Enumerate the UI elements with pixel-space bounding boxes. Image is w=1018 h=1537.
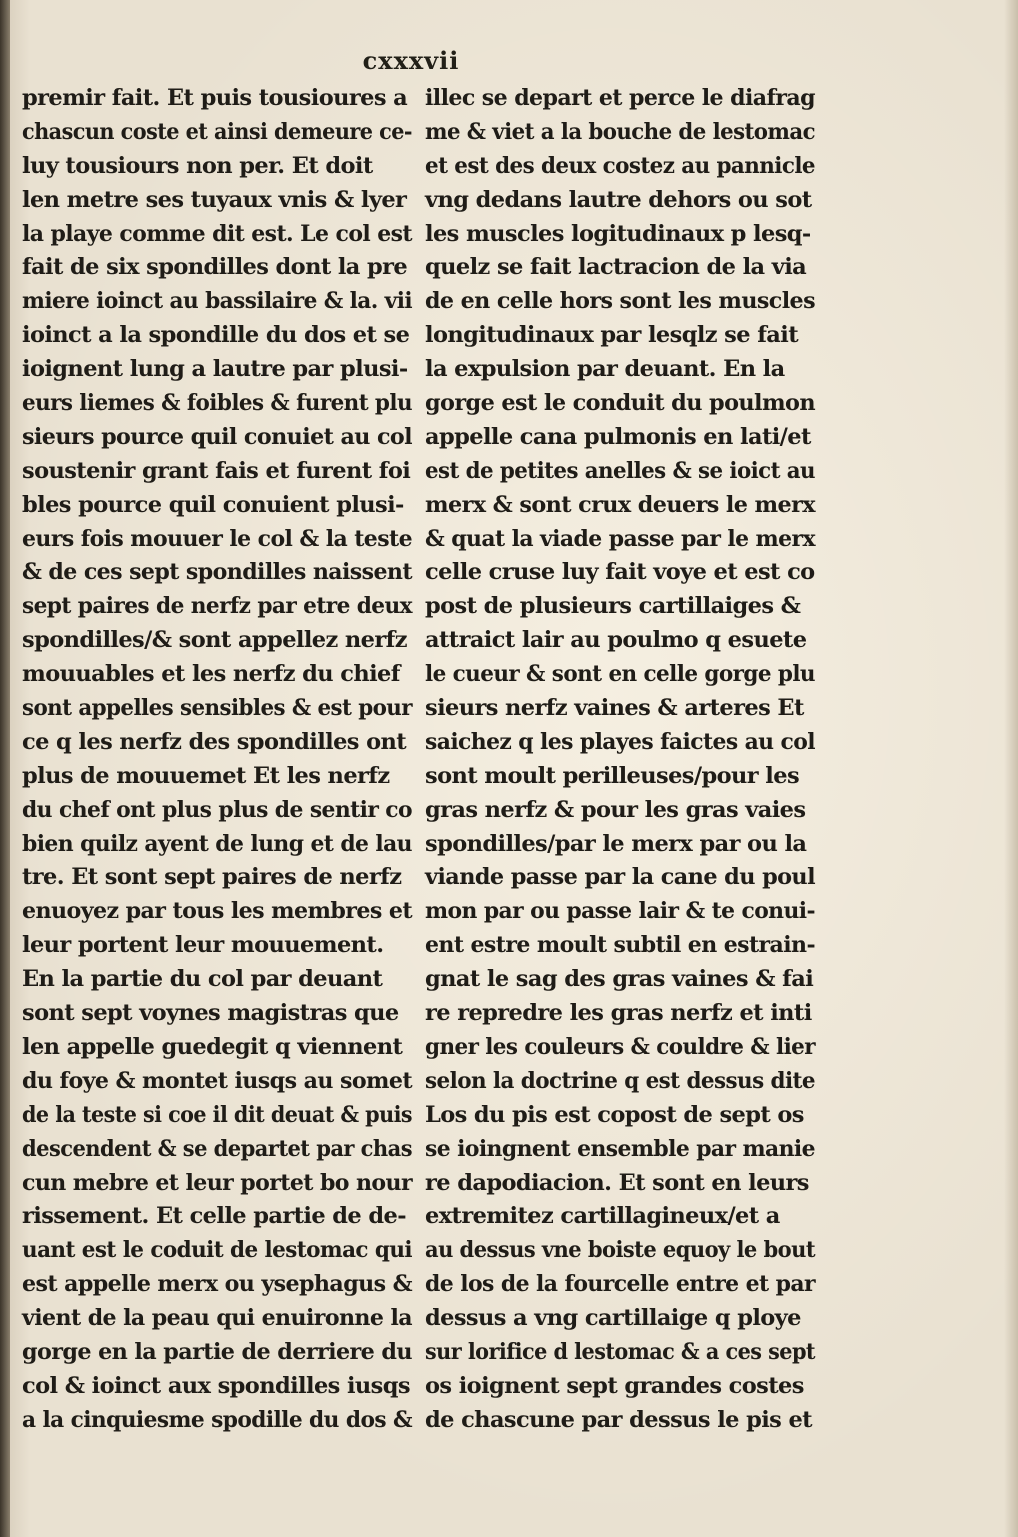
text-line: la playe comme dit est. Le col est — [22, 220, 412, 247]
text-line: mouuables et les nerfz du chief — [22, 661, 400, 688]
text-line: re dapodiacion. Et sont en leurs — [425, 1169, 809, 1196]
text-line: vng dedans lautre dehors ou sot — [425, 186, 812, 213]
text-line: longitudinaux par lesqlz se fait — [425, 322, 799, 349]
text-line: sont sept voynes magistras que — [22, 1000, 399, 1027]
text-line: bien quilz ayent de lung et de lau — [22, 830, 412, 857]
text-line: se ioingnent ensemble par manie — [425, 1135, 815, 1162]
text-line: eurs fois mouuer le col & la teste — [22, 525, 412, 552]
text-line: attraict lair au poulmo q esuete — [425, 627, 807, 654]
text-line: sept paires de nerfz par etre deux — [22, 593, 412, 620]
text-line: au dessus vne boiste equoy le bout — [425, 1237, 815, 1264]
text-line: est de petites anelles & se ioict au — [425, 457, 815, 484]
text-line: les muscles logitudinaux p lesq- — [425, 220, 811, 247]
text-line: a la cinquiesme spodille du dos & — [22, 1406, 412, 1433]
text-line: miere ioinct au bassilaire & la. vii — [22, 288, 412, 315]
text-line: et est des deux costez au pannicle — [425, 152, 815, 179]
text-line: du foye & montet iusqs au somet — [22, 1067, 412, 1094]
text-line: tre. Et sont sept paires de nerfz — [22, 864, 402, 891]
text-line: du chef ont plus plus de sentir co — [22, 796, 412, 823]
text-line: re repredre les gras nerfz et inti — [425, 1000, 812, 1027]
text-line: vient de la peau qui enuironne la — [22, 1305, 412, 1332]
text-line: spondilles/& sont appellez nerfz — [22, 627, 407, 654]
text-column-left — [22, 82, 412, 1438]
text-line: & quat la viade passe par le merx — [425, 525, 815, 552]
text-line: len appelle guedegit q viennent — [22, 1033, 403, 1060]
text-line: appelle cana pulmonis en lati/et — [425, 423, 811, 450]
text-line: quelz se fait lactracion de la via — [425, 254, 807, 281]
text-line: gner les couleurs & couldre & lier — [425, 1033, 815, 1060]
text-line: rissement. Et celle partie de de- — [22, 1203, 406, 1230]
text-line: de la teste si coe il dit deuat & puis — [22, 1101, 412, 1128]
text-column-right — [425, 82, 815, 1438]
text-line: sur lorifice d lestomac & a ces sept — [425, 1338, 815, 1365]
text-line: de los de la fourcelle entre et par — [425, 1271, 815, 1298]
text-line: est appelle merx ou ysephagus & — [22, 1271, 412, 1298]
text-line: merx & sont crux deuers le merx — [425, 491, 815, 518]
text-line: ent estre moult subtil en estrain- — [425, 932, 815, 959]
text-line: gnat le sag des gras vaines & fai — [425, 966, 814, 993]
text-line: ioignent lung a lautre par plusi- — [22, 356, 408, 383]
text-line: eurs liemes & foibles & furent plu — [22, 390, 412, 417]
text-line: gorge en la partie de derriere du — [22, 1338, 412, 1365]
text-line: la expulsion par deuant. En la — [425, 356, 785, 383]
text-line: enuoyez par tous les membres et — [22, 898, 412, 925]
text-line: soustenir grant fais et furent foi — [22, 457, 411, 484]
text-line: chascun coste et ainsi demeure ce- — [22, 118, 412, 145]
text-line: gorge est le conduit du poulmon — [425, 390, 815, 417]
text-line: extremitez cartillagineux/et a — [425, 1203, 780, 1230]
text-line: de en celle hors sont les muscles — [425, 288, 815, 315]
text-line: viande passe par la cane du poul — [425, 864, 815, 891]
text-line: plus de mouuemet Et les nerfz — [22, 762, 390, 789]
text-line: col & ioinct aux spondilles iusqs — [22, 1372, 410, 1399]
text-line: ce q les nerfz des spondilles ont — [22, 728, 407, 755]
text-line: cun mebre et leur portet bo nour — [22, 1169, 412, 1196]
text-line: leur portent leur mouuement. — [22, 932, 384, 959]
text-line: gras nerfz & pour les gras vaies — [425, 796, 806, 823]
text-line: uant est le coduit de lestomac qui — [22, 1237, 412, 1264]
text-line: mon par ou passe lair & te conui- — [425, 898, 815, 925]
text-line: me & viet a la bouche de lestomac — [425, 118, 815, 145]
text-line: post de plusieurs cartillaiges & — [425, 593, 801, 620]
text-line: ioinct a la spondille du dos et se — [22, 322, 410, 349]
text-line: selon la doctrine q est dessus dite — [425, 1067, 815, 1094]
book-binding-edge — [0, 0, 10, 1537]
text-line: saichez q les playes faictes au col — [425, 728, 815, 755]
page-edge-shadow — [1004, 0, 1018, 1537]
text-line: spondilles/par le merx par ou la — [425, 830, 807, 857]
text-line: de chascune par dessus le pis et — [425, 1406, 812, 1433]
text-line: En la partie du col par deuant — [22, 966, 383, 993]
text-line: luy tousiours non per. Et doit — [22, 152, 373, 179]
text-line: len metre ses tuyaux vnis & lyer — [22, 186, 407, 213]
text-line: le cueur & sont en celle gorge plu — [425, 661, 815, 688]
text-line: dessus a vng cartillaige q ploye — [425, 1305, 801, 1332]
text-line: celle cruse luy fait voye et est co — [425, 559, 815, 586]
text-line: fait de six spondilles dont la pre — [22, 254, 408, 281]
text-line: sont moult perilleuses/pour les — [425, 762, 800, 789]
text-line: sieurs nerfz vaines & arteres Et — [425, 695, 804, 722]
text-line: os ioignent sept grandes costes — [425, 1372, 804, 1399]
text-line: illec se depart et perce le diafrag — [425, 85, 815, 111]
text-line: descendent & se departet par chas — [22, 1135, 412, 1162]
text-line: Los du pis est copost de sept os — [425, 1101, 804, 1128]
text-line: & de ces sept spondilles naissent — [22, 559, 412, 586]
folio-number: cxxxvii — [362, 46, 460, 75]
text-line: bles pource quil conuient plusi- — [22, 491, 404, 518]
text-line: sont appelles sensibles & est pour — [22, 695, 412, 722]
text-line: premir fait. Et puis tousioures a — [22, 85, 408, 111]
text-line: sieurs pource quil conuiet au col — [22, 423, 412, 450]
